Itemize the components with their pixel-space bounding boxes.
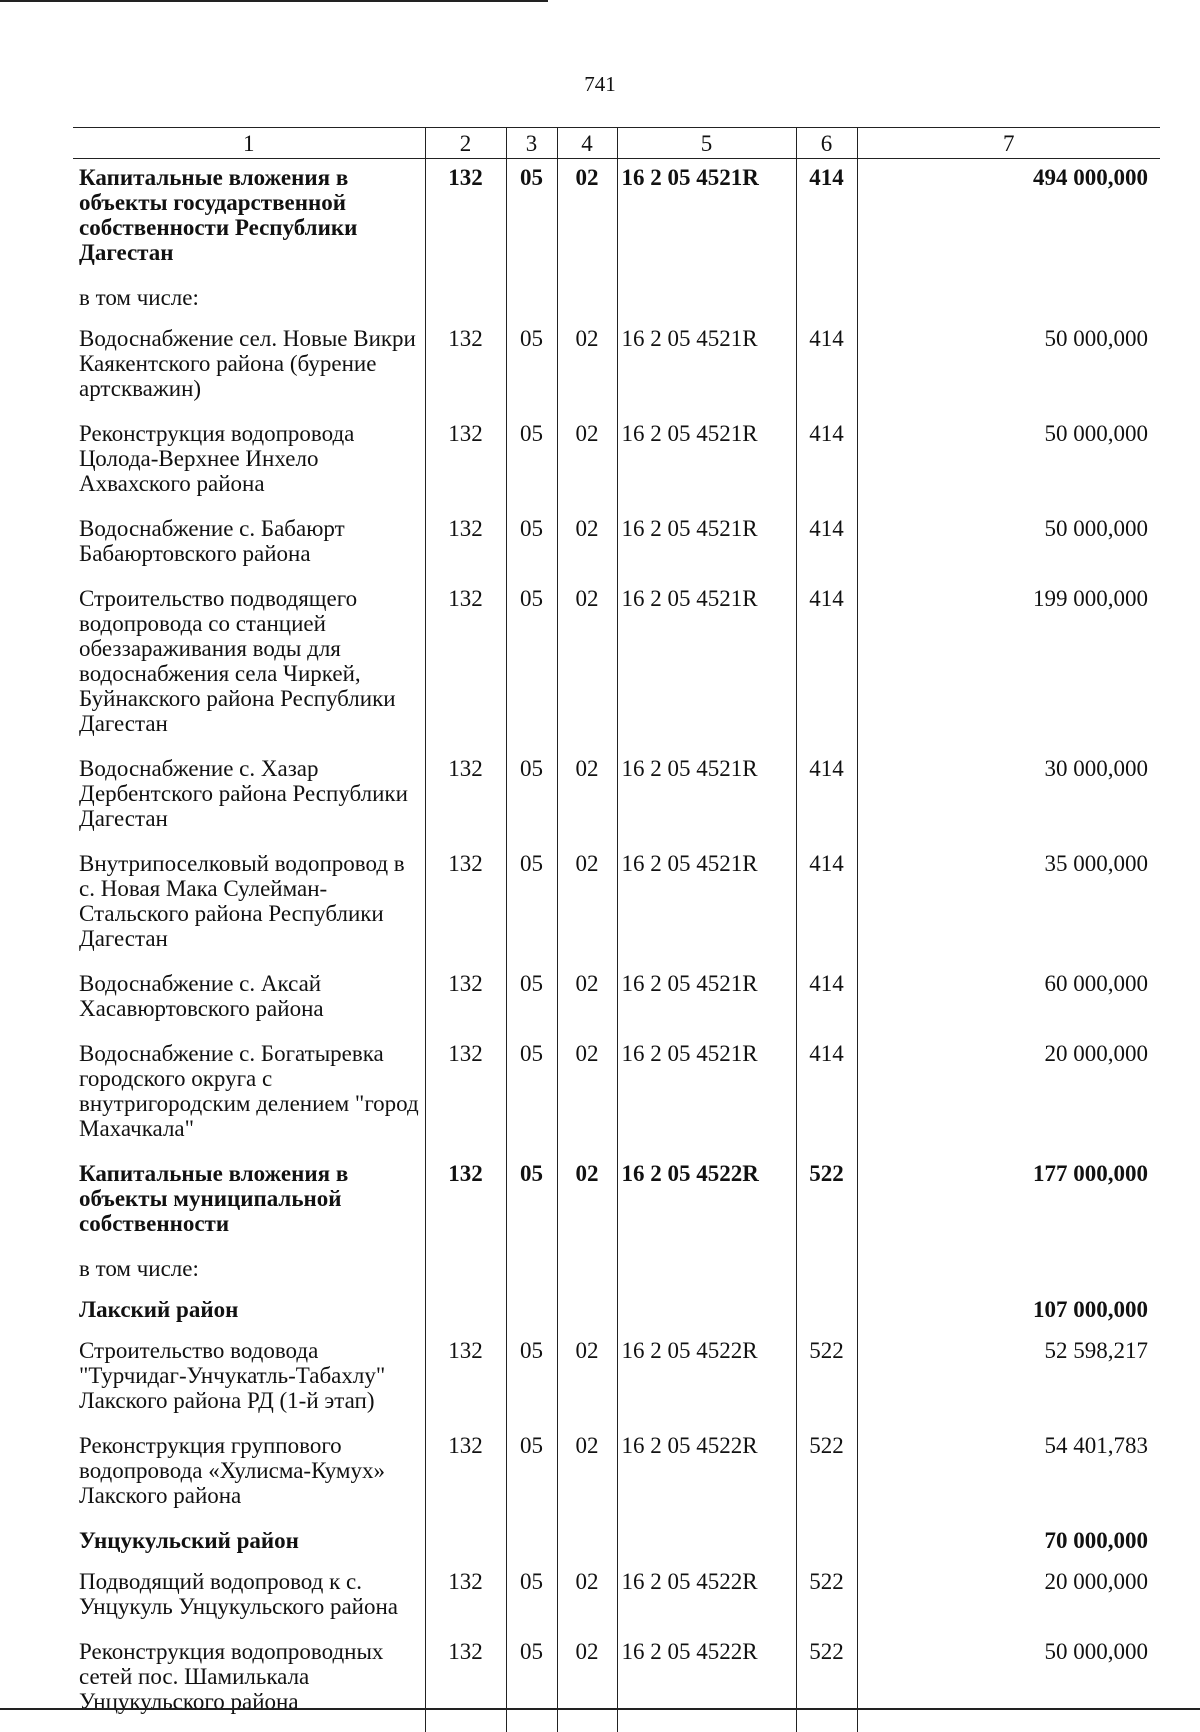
expense-type-code [796, 1522, 857, 1563]
ministry-code: 132 [425, 845, 506, 965]
section-code: 05 [506, 1332, 557, 1427]
item-name: Капитальные вложения в объекты государственной собственности Республики Дагестан [79, 165, 358, 265]
amount: 50 000,000 [857, 320, 1160, 415]
item-name: в том числе: [79, 1256, 199, 1281]
section-code: 05 [506, 580, 557, 750]
target-article-code [617, 1250, 796, 1291]
subsection-code [557, 279, 617, 320]
amount: 50 000,000 [857, 415, 1160, 510]
table-row [73, 1291, 1160, 1332]
table-row [73, 750, 1160, 845]
amount: 20 000,000 [857, 1563, 1160, 1633]
header-col-2: 2 [425, 128, 506, 159]
table-row [73, 1035, 1160, 1155]
expense-type-code: 414 [796, 159, 857, 280]
ministry-code [425, 1250, 506, 1291]
item-name: Реконструкция водопроводных сетей пос. Шамилькала Унцукульского района [79, 1639, 384, 1714]
expense-type-code: 414 [796, 320, 857, 415]
item-name: Водоснабжение с. Богатыревка городского округа с внутригородским делением "город Махачкала" [79, 1041, 419, 1141]
table-row [73, 1427, 1160, 1522]
target-article-code: 16 2 05 4522R [617, 1332, 796, 1427]
subsection-code: 02 [557, 1633, 617, 1732]
target-article-code: 16 2 05 4521R [617, 845, 796, 965]
item-name: Водоснабжение с. Хазар Дербентского района Республики Дагестан [79, 756, 408, 831]
ministry-code: 132 [425, 159, 506, 280]
section-code [506, 1250, 557, 1291]
item-name: Внутрипоселковый водопровод в с. Новая Мака Сулейман-Стальского района Республики Дагестан [79, 851, 405, 951]
header-col-5: 5 [617, 128, 796, 159]
ministry-code [425, 1291, 506, 1332]
table-row [73, 845, 1160, 965]
expense-type-code: 414 [796, 510, 857, 580]
section-code: 05 [506, 159, 557, 280]
table-row [73, 1633, 1160, 1732]
subsection-code [557, 1291, 617, 1332]
subsection-code: 02 [557, 1563, 617, 1633]
item-name: Капитальные вложения в объекты муниципальной собственности [79, 1161, 349, 1236]
subsection-code: 02 [557, 750, 617, 845]
table-row [73, 1332, 1160, 1427]
subsection-code: 02 [557, 320, 617, 415]
table-row [73, 1250, 1160, 1291]
header-col-7: 7 [857, 128, 1160, 159]
amount: 494 000,000 [857, 159, 1160, 280]
subsection-code [557, 1250, 617, 1291]
subsection-code: 02 [557, 1155, 617, 1250]
ministry-code: 132 [425, 1427, 506, 1522]
ministry-code: 132 [425, 580, 506, 750]
expense-type-code: 522 [796, 1332, 857, 1427]
budget-table [73, 127, 1160, 1732]
table-row [73, 320, 1160, 415]
subsection-code: 02 [557, 580, 617, 750]
subsection-code: 02 [557, 415, 617, 510]
table-row [73, 279, 1160, 320]
section-code: 05 [506, 415, 557, 510]
section-code [506, 1291, 557, 1332]
subsection-code: 02 [557, 845, 617, 965]
table-row [73, 965, 1160, 1035]
page-number: 741 [584, 72, 616, 96]
section-code [506, 279, 557, 320]
section-code: 05 [506, 965, 557, 1035]
subsection-code: 02 [557, 1332, 617, 1427]
expense-type-code: 522 [796, 1427, 857, 1522]
target-article-code: 16 2 05 4521R [617, 580, 796, 750]
target-article-code: 16 2 05 4521R [617, 159, 796, 280]
target-article-code: 16 2 05 4522R [617, 1633, 796, 1732]
table-row [73, 1563, 1160, 1633]
amount: 199 000,000 [857, 580, 1160, 750]
target-article-code: 16 2 05 4522R [617, 1155, 796, 1250]
amount: 60 000,000 [857, 965, 1160, 1035]
expense-type-code: 522 [796, 1155, 857, 1250]
ministry-code [425, 1522, 506, 1563]
amount: 177 000,000 [857, 1155, 1160, 1250]
target-article-code: 16 2 05 4522R [617, 1427, 796, 1522]
ministry-code [425, 279, 506, 320]
ministry-code: 132 [425, 965, 506, 1035]
target-article-code: 16 2 05 4521R [617, 320, 796, 415]
table-row [73, 1155, 1160, 1250]
amount: 30 000,000 [857, 750, 1160, 845]
item-name: Унцукульский район [79, 1528, 299, 1553]
section-code: 05 [506, 1633, 557, 1732]
amount: 107 000,000 [857, 1291, 1160, 1332]
header-col-6: 6 [796, 128, 857, 159]
header-col-3: 3 [506, 128, 557, 159]
ministry-code: 132 [425, 510, 506, 580]
expense-type-code: 414 [796, 845, 857, 965]
item-name: Реконструкция водопровода Цолода-Верхнее Инхело Ахвахского района [79, 421, 355, 496]
table-row [73, 510, 1160, 580]
section-code [506, 1522, 557, 1563]
table-row [73, 580, 1160, 750]
section-code: 05 [506, 1563, 557, 1633]
item-name: Реконструкция группового водопровода «Хулисма-Кумух» Лакского района [79, 1433, 385, 1508]
section-code: 05 [506, 1035, 557, 1155]
amount: 50 000,000 [857, 1633, 1160, 1732]
subsection-code: 02 [557, 965, 617, 1035]
subsection-code: 02 [557, 1427, 617, 1522]
expense-type-code: 522 [796, 1563, 857, 1633]
item-name: Строительство водовода "Турчидаг-Унчукатль-Табахлу" Лакского района РД (1-й этап) [79, 1338, 386, 1413]
item-name: Строительство подводящего водопровода со станцией обеззараживания воды для водоснабжения села Чиркей, Буйнакского района Республики Дагестан [79, 586, 396, 736]
ministry-code: 132 [425, 1633, 506, 1732]
target-article-code: 16 2 05 4521R [617, 415, 796, 510]
header-col-4: 4 [557, 128, 617, 159]
section-code: 05 [506, 510, 557, 580]
subsection-code: 02 [557, 1035, 617, 1155]
section-code: 05 [506, 750, 557, 845]
amount: 50 000,000 [857, 510, 1160, 580]
expense-type-code: 414 [796, 415, 857, 510]
expense-type-code [796, 279, 857, 320]
bottom-rule [0, 1708, 1200, 1710]
amount: 70 000,000 [857, 1522, 1160, 1563]
section-code: 05 [506, 1155, 557, 1250]
table-row [73, 415, 1160, 510]
table-row [73, 159, 1160, 280]
ministry-code: 132 [425, 1332, 506, 1427]
target-article-code [617, 1291, 796, 1332]
item-name: Водоснабжение с. Бабаюрт Бабаюртовского района [79, 516, 345, 566]
section-code: 05 [506, 1427, 557, 1522]
target-article-code [617, 279, 796, 320]
amount [857, 279, 1160, 320]
subsection-code [557, 1522, 617, 1563]
section-code: 05 [506, 845, 557, 965]
expense-type-code [796, 1291, 857, 1332]
ministry-code: 132 [425, 320, 506, 415]
item-name: в том числе: [79, 285, 199, 310]
subsection-code: 02 [557, 159, 617, 280]
header-col-1: 1 [73, 128, 425, 159]
expense-type-code: 414 [796, 1035, 857, 1155]
target-article-code: 16 2 05 4521R [617, 510, 796, 580]
ministry-code: 132 [425, 1155, 506, 1250]
target-article-code [617, 1522, 796, 1563]
item-name: Водоснабжение с. Аксай Хасавюртовского района [79, 971, 324, 1021]
ministry-code: 132 [425, 750, 506, 845]
amount: 52 598,217 [857, 1332, 1160, 1427]
amount: 54 401,783 [857, 1427, 1160, 1522]
ministry-code: 132 [425, 1563, 506, 1633]
target-article-code: 16 2 05 4521R [617, 1035, 796, 1155]
subsection-code: 02 [557, 510, 617, 580]
amount: 20 000,000 [857, 1035, 1160, 1155]
ministry-code: 132 [425, 1035, 506, 1155]
target-article-code: 16 2 05 4522R [617, 1563, 796, 1633]
ministry-code: 132 [425, 415, 506, 510]
header-row [73, 128, 1160, 159]
target-article-code: 16 2 05 4521R [617, 965, 796, 1035]
item-name: Лакский район [79, 1297, 239, 1322]
target-article-code: 16 2 05 4521R [617, 750, 796, 845]
expense-type-code: 414 [796, 750, 857, 845]
amount: 35 000,000 [857, 845, 1160, 965]
expense-type-code: 414 [796, 580, 857, 750]
expense-type-code: 522 [796, 1633, 857, 1732]
item-name: Подводящий водопровод к с. Унцукуль Унцукульского района [79, 1569, 398, 1619]
expense-type-code: 414 [796, 965, 857, 1035]
section-code: 05 [506, 320, 557, 415]
top-rule [0, 0, 548, 2]
item-name: Водоснабжение сел. Новые Викри Каякентского района (бурение артскважин) [79, 326, 416, 401]
expense-type-code [796, 1250, 857, 1291]
table-row [73, 1522, 1160, 1563]
amount [857, 1250, 1160, 1291]
